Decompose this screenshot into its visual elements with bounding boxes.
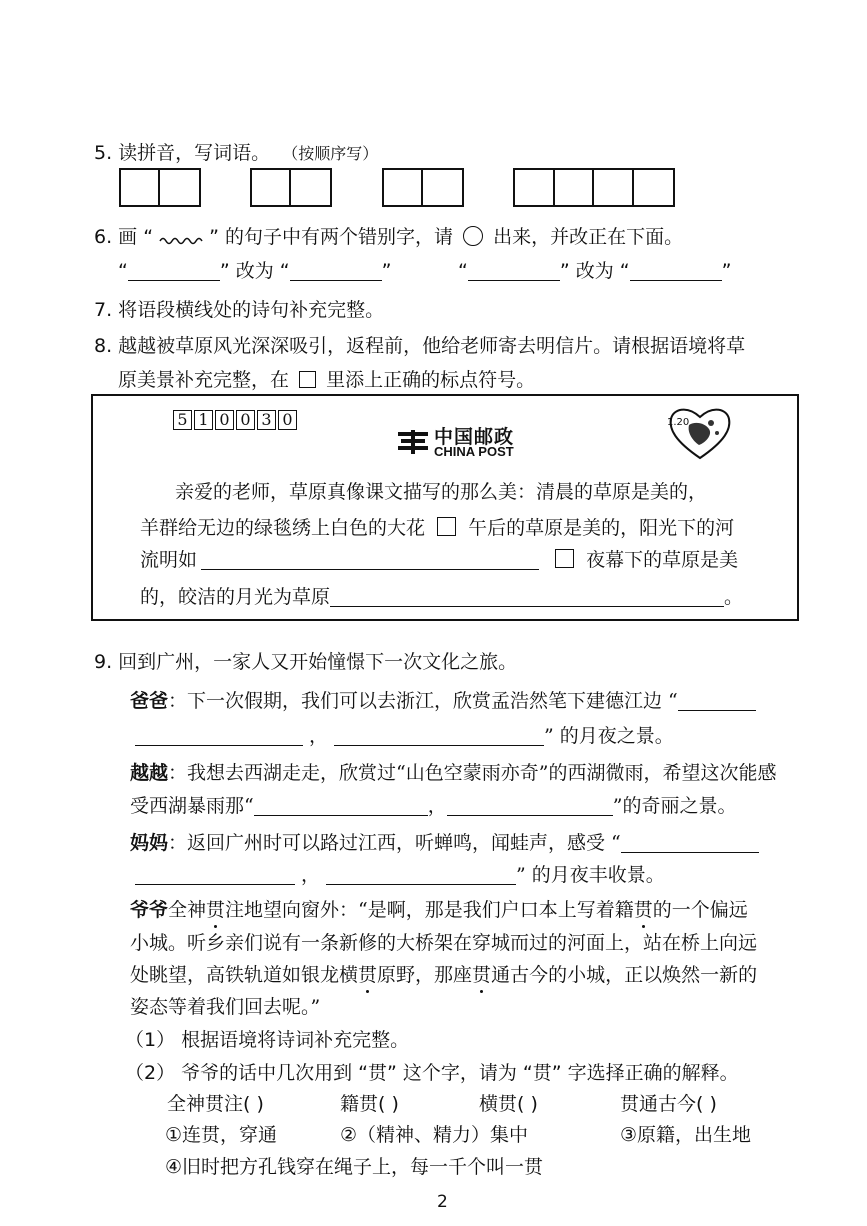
right-char-blank-1[interactable] xyxy=(290,262,382,281)
q6-text-2: ” 的句子中有两个错别字，请 xyxy=(209,226,454,248)
mama-line-1 xyxy=(130,834,759,853)
wrong-char-blank-1[interactable] xyxy=(128,262,220,281)
yueyue-line-2 xyxy=(130,797,736,816)
yeye-line-2: 小城。听乡亲们说有一条新修的大桥架在穿城而过的河面上，站在桥上向远 xyxy=(130,932,758,954)
stamp-text: 1.20 xyxy=(667,417,690,428)
q5-answer-grid-2[interactable] xyxy=(250,168,332,207)
comma: ， xyxy=(427,795,447,817)
baba-text: ：下一次假期，我们可以去浙江，欣赏孟浩然笔下建德江边 “ xyxy=(168,690,678,712)
dotted-char-gui: 贯 xyxy=(633,899,653,921)
postcode xyxy=(173,410,299,430)
quote-open: “ xyxy=(118,260,128,282)
poem-blank-2[interactable] xyxy=(330,588,724,607)
q8-line-1: 8. 越越被草原风光深深吸引，返程前，他给老师寄去明信片。请根据语境将草 xyxy=(94,335,746,357)
mama-blank-2[interactable] xyxy=(135,866,295,885)
option-4: ④旧时把方孔钱穿在绳子上，每一千个叫一贯 xyxy=(165,1156,544,1178)
q5-answer-grid-4[interactable] xyxy=(513,168,675,207)
punctuation-box-2[interactable] xyxy=(555,549,574,568)
postcard-text: 午后的草原是美的，阳光下的河 xyxy=(468,517,735,539)
postcode-digit: 1 xyxy=(194,410,213,430)
change-to-label: ” 改为 “ xyxy=(219,260,290,282)
mama-text-end: ” 的月夜丰收景。 xyxy=(516,864,665,886)
q9-sub1: （1） 根据语境将诗词补充完整。 xyxy=(125,1029,410,1051)
choice-4[interactable]: 贯通古今( ) xyxy=(620,1093,717,1115)
yueyue-blank-2[interactable] xyxy=(447,797,613,816)
q9-title: 9. 回到广州，一家人又开始憧憬下一次文化之旅。 xyxy=(94,651,518,673)
wavy-line-icon xyxy=(159,233,203,245)
postcode-digit: 3 xyxy=(257,410,276,430)
choice-3[interactable]: 横贯( ) xyxy=(479,1093,538,1115)
postcard-line-4 xyxy=(140,588,743,607)
yeye-text: 的一个偏远 xyxy=(652,899,748,921)
punctuation-box-icon xyxy=(299,371,316,388)
yeye-text: 注地望向窗外：“是啊，那是我们户口本上写着籍 xyxy=(225,899,634,921)
q5-text: 5. 读拼音，写词语。 xyxy=(94,142,271,164)
baba-text-end: ” 的月夜之景。 xyxy=(544,725,674,747)
yueyue-blank-1[interactable] xyxy=(254,797,428,816)
quote-close: ” xyxy=(721,260,732,282)
comma: ， xyxy=(301,864,321,886)
baba-line-1 xyxy=(130,692,756,711)
postcard-text: 羊群给无边的绿毯绣上白色的大花 xyxy=(140,517,426,539)
baba-blank-3[interactable] xyxy=(334,727,544,746)
china-post-emblem-icon xyxy=(396,426,430,456)
dotted-char-gui: 贯 xyxy=(206,899,226,921)
postcode-digit: 0 xyxy=(278,410,297,430)
yeye-text: 通古今的小城，正以焕然一新的 xyxy=(491,964,758,986)
punctuation-box-1[interactable] xyxy=(437,517,456,536)
heart-stamp xyxy=(665,403,735,463)
choice-2[interactable]: 籍贯( ) xyxy=(340,1093,399,1115)
yeye-line-4: 姿态等着我们回去呢。” xyxy=(130,996,321,1018)
yueyue-text: 受西湖暴雨那“ xyxy=(130,795,254,817)
option-3: ③原籍，出生地 xyxy=(620,1124,752,1146)
mama-blank-1[interactable] xyxy=(621,834,759,853)
baba-blank-2[interactable] xyxy=(135,727,303,746)
postcard-text: 的，皎洁的月光为草原 xyxy=(140,586,331,608)
change-to-label: ” 改为 “ xyxy=(559,260,630,282)
option-1: ①连贯，穿通 xyxy=(165,1124,278,1146)
mama-line-2 xyxy=(135,866,665,885)
right-char-blank-2[interactable] xyxy=(630,262,722,281)
yueyue-text-end: ”的奇丽之景。 xyxy=(612,795,737,817)
postcard-line-1: 亲爱的老师，草原真像课文描写的那么美：清晨的草原是美的， xyxy=(175,481,708,503)
q5-answer-grid-1[interactable] xyxy=(119,168,201,207)
q7-prompt: 7. 将语段横线处的诗句补充完整。 xyxy=(94,299,385,321)
mama-blank-3[interactable] xyxy=(326,866,516,885)
speaker-yueyue: 越越 xyxy=(130,762,169,784)
baba-blank-1[interactable] xyxy=(678,692,756,711)
q6-correction-2 xyxy=(458,262,731,281)
postcode-digit: 0 xyxy=(215,410,234,430)
yueyue-line-1 xyxy=(130,764,776,783)
dotted-char-gui: 贯 xyxy=(358,964,378,986)
postcard-line-2 xyxy=(140,517,734,538)
choice-1[interactable]: 全神贯注( ) xyxy=(167,1093,264,1115)
circle-icon xyxy=(463,226,483,246)
quote-close: ” xyxy=(381,260,392,282)
postcode-digit: 0 xyxy=(236,410,255,430)
comma: ， xyxy=(309,725,329,747)
mama-text: ：返回广州时可以路过江西，听蝉鸣，闻蛙声，感受 “ xyxy=(168,832,621,854)
q5-answer-grid-3[interactable] xyxy=(382,168,464,207)
postcode-digit: 5 xyxy=(173,410,192,430)
page-number: 2 xyxy=(437,1192,448,1212)
q6-prompt xyxy=(94,226,683,247)
wrong-char-blank-2[interactable] xyxy=(468,262,560,281)
postcard-text: 夜幕下的草原是美 xyxy=(586,549,739,571)
q8-text-a: 原美景补充完整，在 xyxy=(118,369,290,391)
q9-sub2: （2） 爷爷的话中几次用到 “贯” 这个字，请为 “贯” 字选择正确的解释。 xyxy=(125,1062,739,1084)
yueyue-text: ：我想去西湖走走，欣赏过“山色空蒙雨亦奇”的西湖微雨，希望这次能感 xyxy=(168,762,777,784)
q5-note: （按顺序写） xyxy=(282,144,379,163)
q6-correction-1 xyxy=(118,262,391,281)
yeye-text: 处眺望，高铁轨道如银龙横 xyxy=(130,964,359,986)
q8-line-2 xyxy=(118,371,535,390)
postcard-text: 流明如 xyxy=(140,549,198,571)
q8-text-b: 里添上正确的标点符号。 xyxy=(326,369,536,391)
speaker-baba: 爸爸 xyxy=(130,690,169,712)
dotted-char-gui: 贯 xyxy=(472,964,492,986)
quote-open: “ xyxy=(458,260,468,282)
logo-cn: 中国邮政 xyxy=(434,426,515,448)
yeye-line-1 xyxy=(130,901,748,920)
q6-text-1: 6. 画 “ xyxy=(94,226,154,248)
q5-prompt xyxy=(94,144,378,163)
speaker-yeye: 爷爷 xyxy=(130,899,169,921)
baba-line-2 xyxy=(135,727,674,746)
yeye-text: 全神 xyxy=(168,899,207,921)
heart-stamp-icon xyxy=(665,403,735,463)
yeye-text: 原野，那座 xyxy=(377,964,473,986)
poem-blank-1[interactable] xyxy=(201,551,539,570)
postcard-text: 。 xyxy=(724,586,744,608)
logo-en: CHINA POST xyxy=(434,444,514,459)
q6-text-3: 出来，并改正在下面。 xyxy=(493,226,684,248)
speaker-mama: 妈妈 xyxy=(130,832,169,854)
postcard-line-3 xyxy=(140,549,738,570)
yeye-line-3 xyxy=(130,966,757,985)
option-2: ②（精神、精力）集中 xyxy=(340,1124,529,1146)
